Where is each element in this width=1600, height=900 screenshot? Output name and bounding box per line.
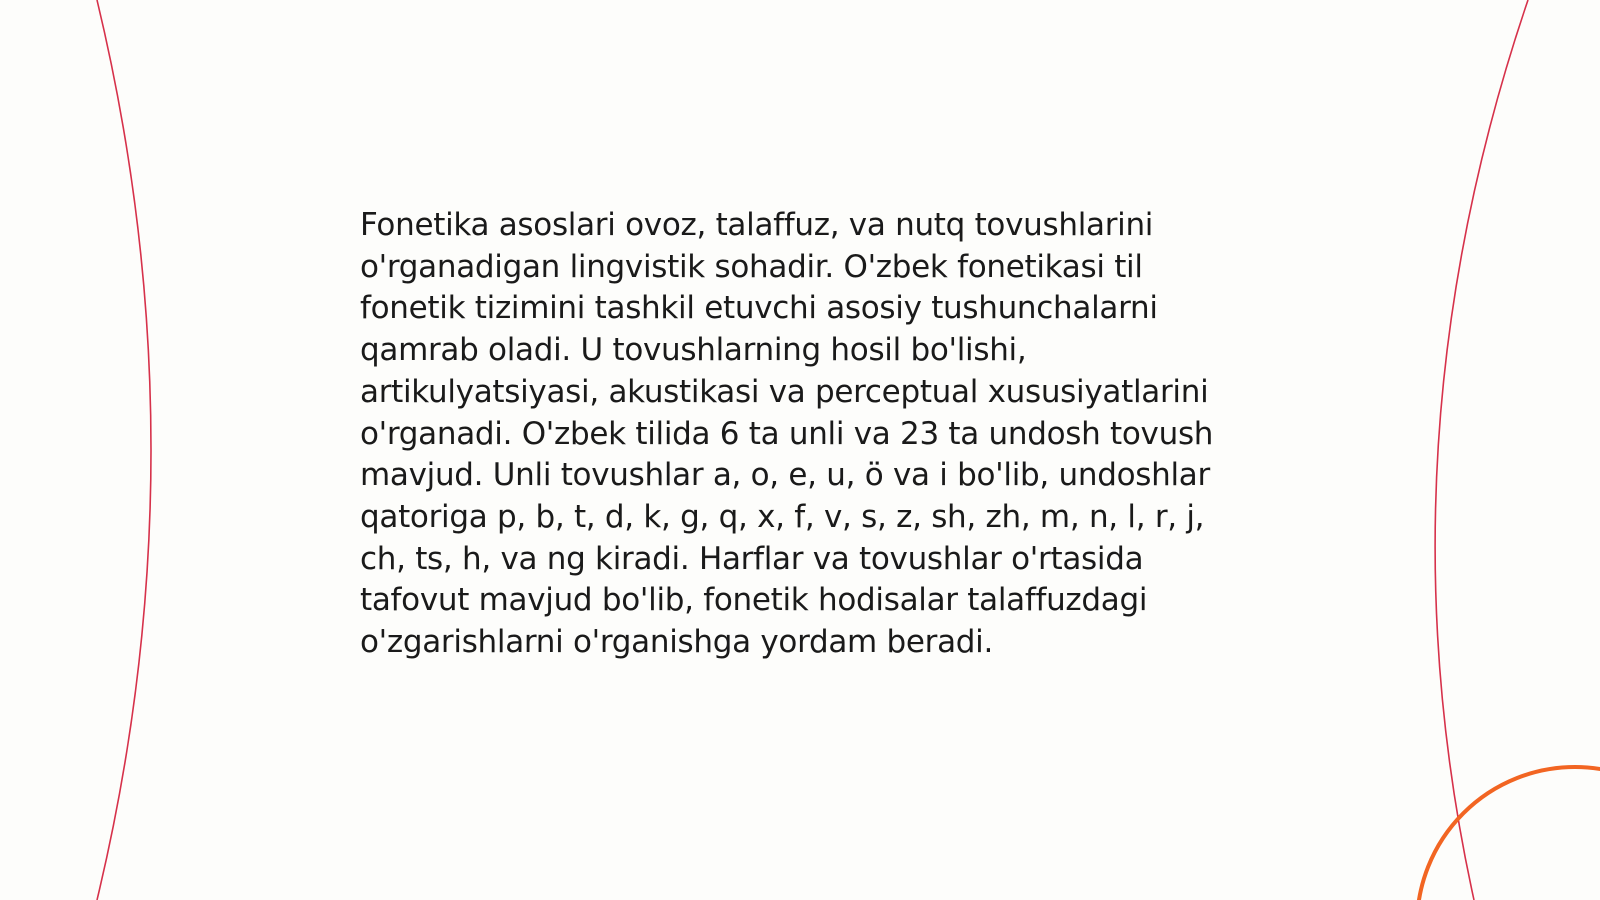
body-paragraph: Fonetika asoslari ovoz, talaffuz, va nutq tovushlarini o'rganadigan lingvistik sohadir. O'zbek fonetikasi til fonetik tizimini tashkil etuvchi asosiy tushunchalarni qamrab oladi. U tovushlarning hosil bo'lishi, artikulyatsiyasi, akustikasi va perceptual xususiyatlarini o'rganadi. O'zbek tilida 6 ta unli va 23 ta undosh tovush mavjud. Unli tovushlar a, o, e, u, ö va i bo'lib, undoshlar qatoriga p, b, t, d, k, g, q, x, f, v, s, z, sh, zh, m, n, l, r, j, ch, ts, h, va ng kiradi. Harflar va tovushlar o'rtasida tafovut mavjud bo'lib, fonetik hodisalar talaffuzdagi o'zgarishlarni o'rganishga yordam beradi. [360,207,1214,661]
right-curve-line [1435,0,1528,900]
left-curve-line [97,0,151,900]
orange-arc [1417,767,1600,900]
